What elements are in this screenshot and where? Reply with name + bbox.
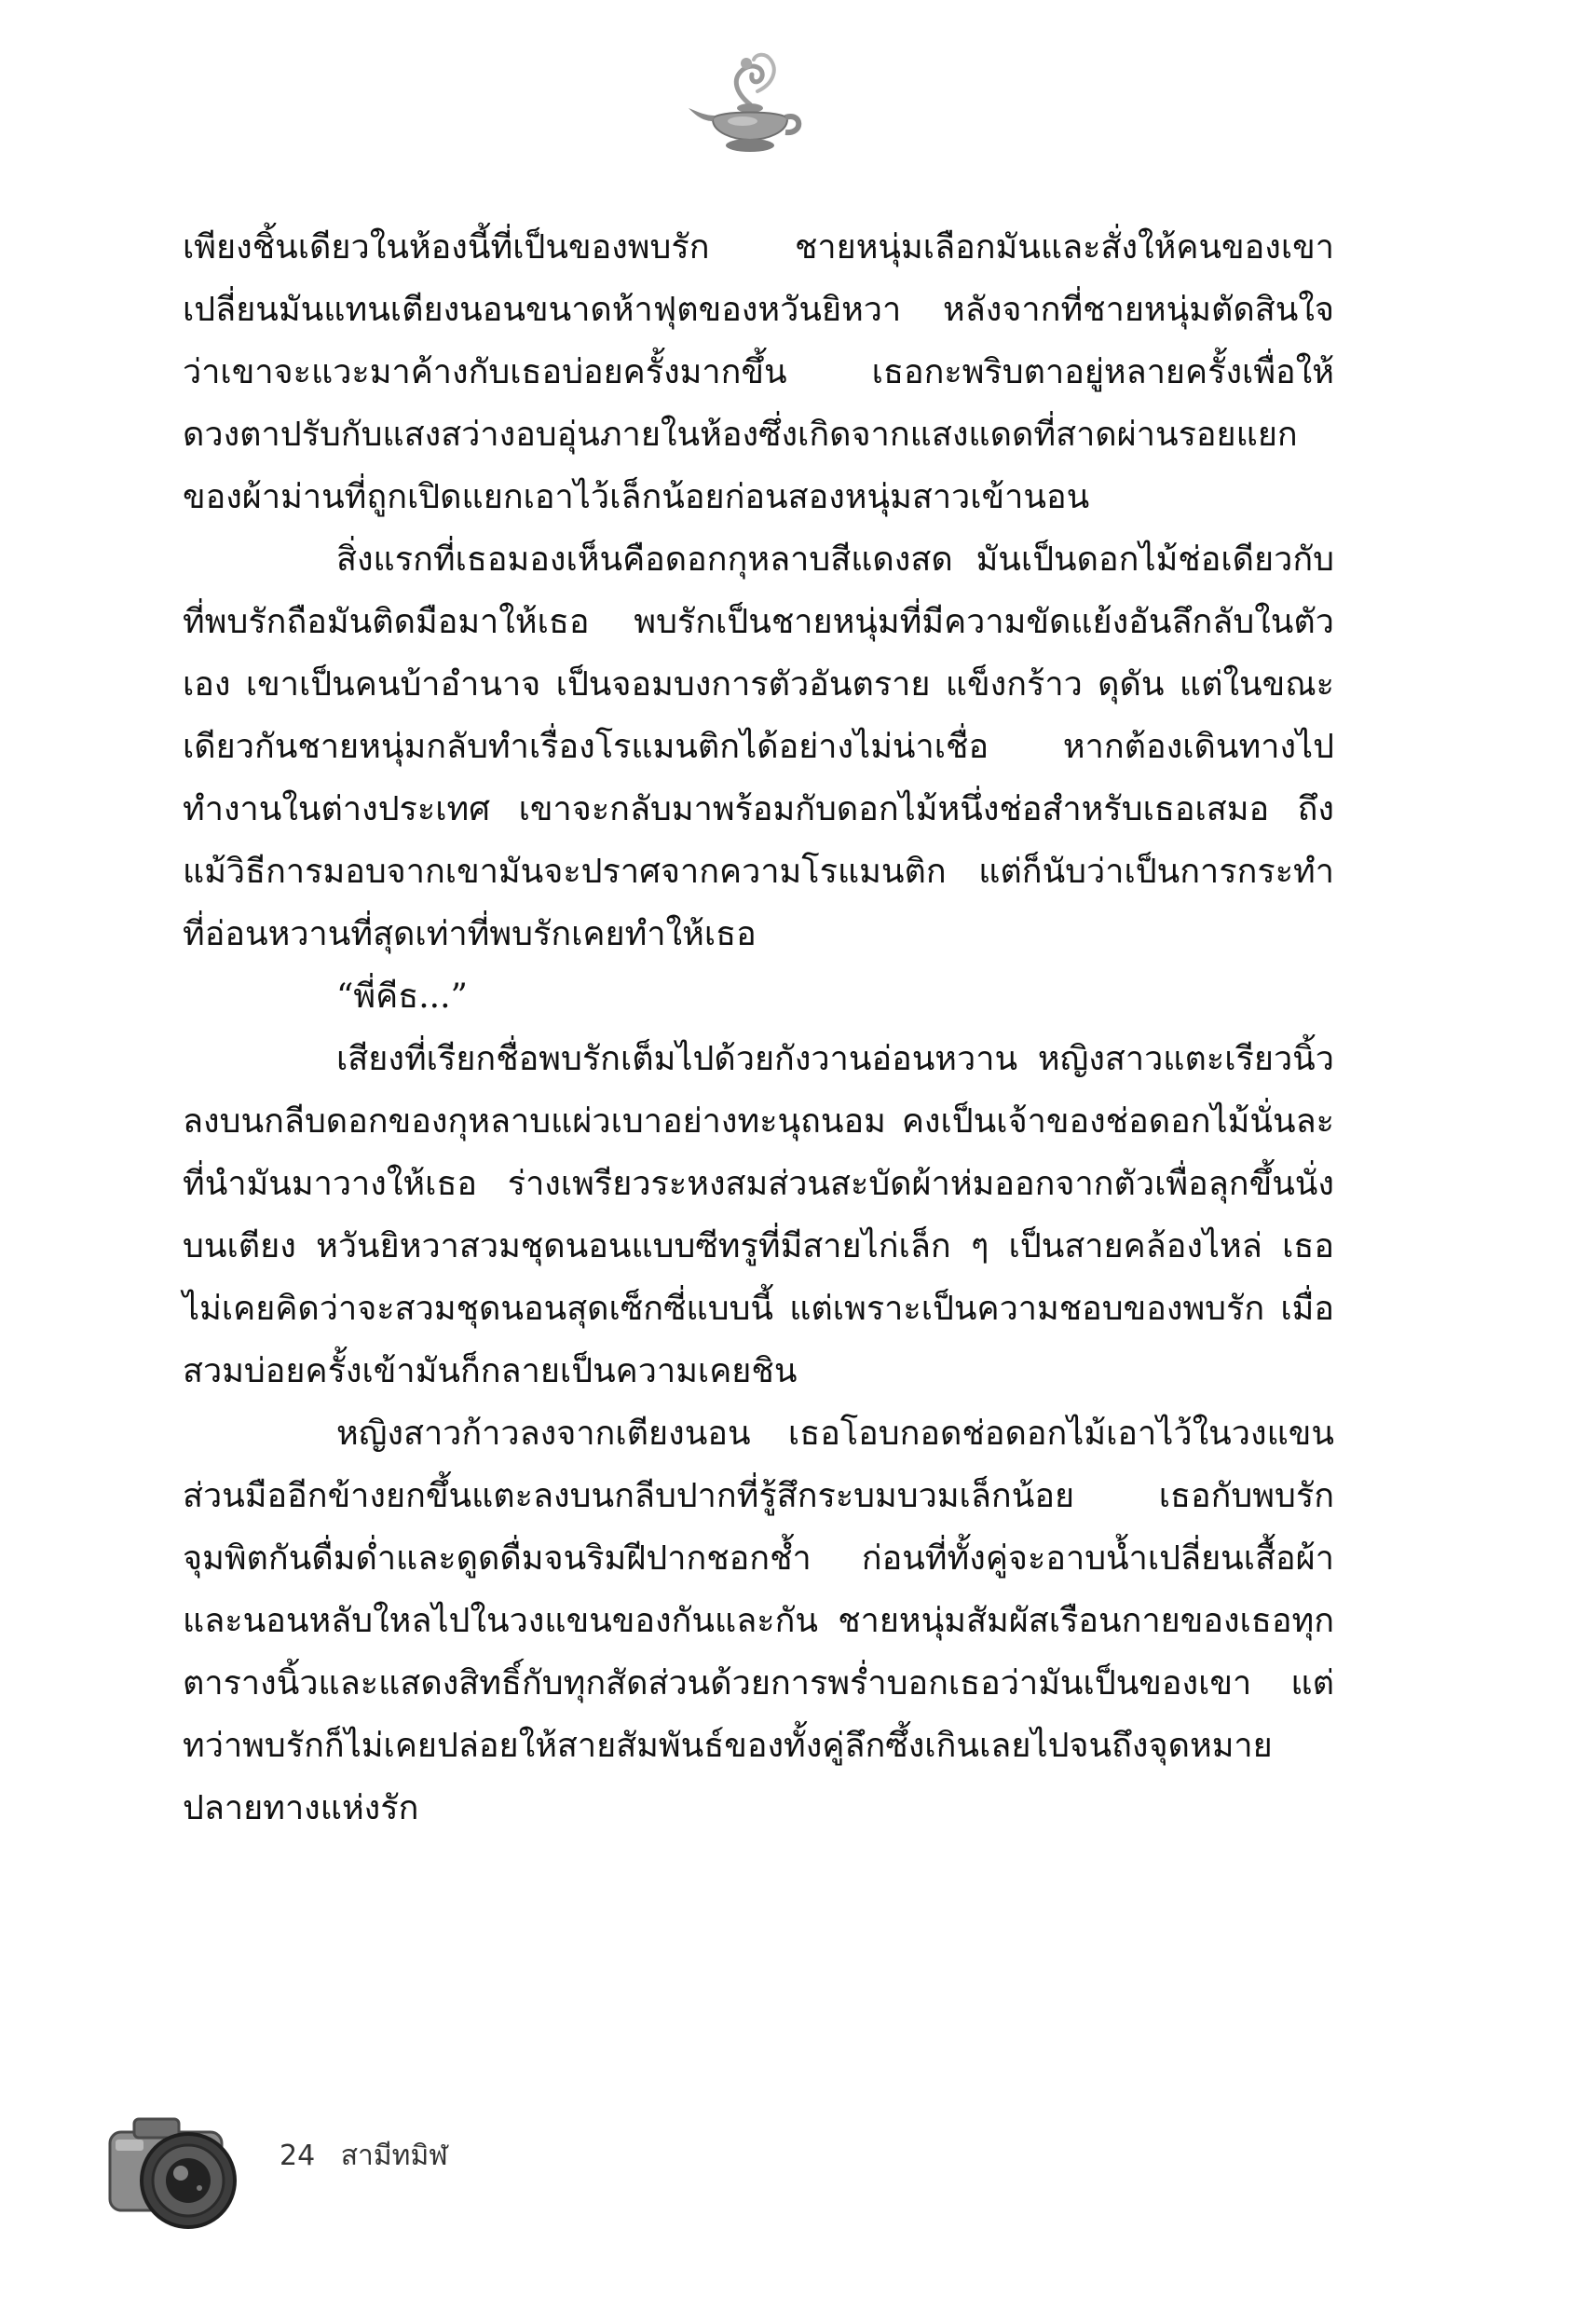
paragraph: สิ่งแรกที่เธอมองเห็นคือดอกกุหลาบสีแดงสด มันเป็นดอกไม้ช่อเดียวกับที่พบรักถือมันติดมือมาให้เธอ พบรักเป็นชายหนุ่มที่มีความขัดแย้งอันลึกลับในตัวเอง เขาเป็นคนบ้าอำนาจ เป็นจอมบงการตัวอันตราย แข็งกร้าว ดุดัน แต่ในขณะเดียวกันชายหนุ่มกลับทำเรื่องโรแมนติกได้อย่างไม่น่าเชื่อ หากต้องเดินทางไปทำงานในต่างประเทศ เขาจะกลับมาพร้อมกับดอกไม้หนึ่งช่อสำหรับเธอเสมอ ถึงแม้วิธีการมอบจากเขามันจะปราศจากความโรแมนติก แต่ก็นับว่าเป็นการกระทำที่อ่อนหวานที่สุดเท่าที่พบรักเคยทำให้เธอ bbox=[183, 540, 1334, 953]
camera-icon bbox=[102, 2095, 252, 2235]
page-footer bbox=[280, 2134, 465, 2178]
dialogue-line: “พี่คีธ...” bbox=[336, 978, 468, 1016]
paragraph: เพียงชิ้นเดียวในห้องนี้ที่เป็นของพบรัก ชายหนุ่มเลือกมันและสั่งให้คนของเขาเปลี่ยนมันแทนเตียงนอนขนาดห้าฟุตของหวันยิหวา หลังจากที่ชายหนุ่มตัดสินใจว่าเขาจะแวะมาค้างกับเธอบ่อยครั้งมากขึ้น เธอกะพริบตาอยู่หลายครั้งเพื่อให้ดวงตาปรับกับแสงสว่างอบอุ่นภายในห้องซึ่งเกิดจากแสงแดดที่สาดผ่านรอยแยกของผ้าม่านที่ถูกเปิดแยกเอาไว้เล็กน้อยก่อนสองหนุ่มสาวเข้านอน bbox=[183, 228, 1334, 516]
page-number: 24 bbox=[280, 2140, 316, 2172]
genie-lamp-icon bbox=[685, 47, 815, 158]
paragraph: หญิงสาวก้าวลงจากเตียงนอน เธอโอบกอดช่อดอกไม้เอาไว้ในวงแขน ส่วนมืออีกข้างยกขึ้นแตะลงบนกลีบปากที่รู้สึกระบมบวมเล็กน้อย เธอกับพบรักจุมพิตกันดื่มด่ำและดูดดื่มจนริมฝีปากชอกช้ำ ก่อนที่ทั้งคู่จะอาบน้ำเปลี่ยนเสื้อผ้าและนอนหลับใหลไปในวงแขนของกันและกัน ชายหนุ่มสัมผัสเรือนกายของเธอทุกตารางนิ้วและแสดงสิทธิ์กับทุกสัดส่วนด้วยการพร่ำบอกเธอว่ามันเป็นของเขา แต่ทว่าพบรักก็ไม่เคยปล่อยให้สายสัมพันธ์ของทั้งคู่ลึกซึ้งเกินเลยไปจนถึงจุดหมายปลายทางแห่งรัก bbox=[183, 1415, 1334, 1827]
paragraph: เสียงที่เรียกชื่อพบรักเต็มไปด้วยกังวานอ่อนหวาน หญิงสาวแตะเรียวนิ้วลงบนกลีบดอกของกุหลาบแผ่วเบาอย่างทะนุถนอม คงเป็นเจ้าของช่อดอกไม้นั่นละที่นำมันมาวางให้เธอ ร่างเพรียวระหงสมส่วนสะบัดผ้าห่มออกจากตัวเพื่อลุกขึ้นนั่งบนเตียง หวันยิหวาสวมชุดนอนแบบซีทรูที่มีสายไก่เล็ก ๆ เป็นสายคล้องไหล่ เธอไม่เคยคิดว่าจะสวมชุดนอนสุดเซ็กซี่แบบนี้ แต่เพราะเป็นความชอบของพบรัก เมื่อสวมบ่อยครั้งเข้ามันก็กลายเป็นความเคยชิน bbox=[183, 1040, 1334, 1390]
book-title: สามีทมิฬ bbox=[340, 2140, 448, 2172]
body-text bbox=[183, 216, 1334, 1839]
